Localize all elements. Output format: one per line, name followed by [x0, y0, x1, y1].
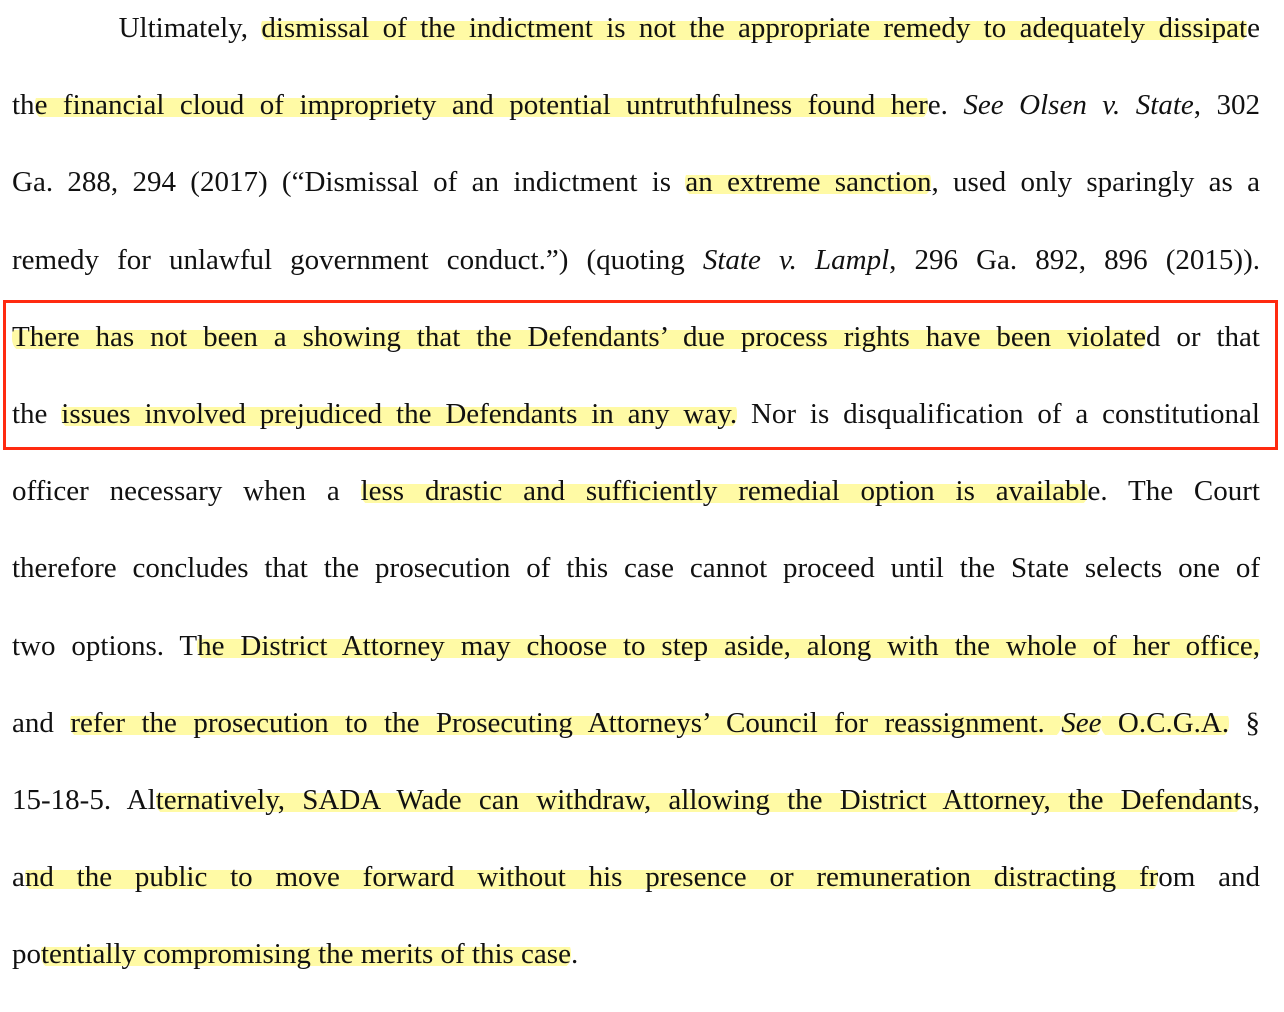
text-line [12, 857, 1260, 897]
highlighted-text: dismissal of the indictment is not the appropriate remedy to adequately dissipat [261, 12, 1248, 44]
text-segment: th [12, 89, 35, 122]
highlighted-text: an extreme sanction [685, 166, 932, 199]
text-segment: , 296 Ga. 892, 896 (2015)). [889, 243, 1260, 276]
highlighted-text: O.C.G.A. [1101, 706, 1230, 739]
text-line [12, 240, 1260, 280]
text-segment: e. [927, 89, 964, 122]
text-segment: the [12, 398, 62, 430]
highlighted-text: ternatively, SADA Wade can withdraw, allowing the District Attorney, the Defendant [155, 784, 1242, 816]
text-segment: e [1247, 12, 1260, 44]
highlighted-text: refer the prosecution to the Prosecuting Attorneys’ Council for reassignment. [70, 706, 1062, 739]
text-segment: Ultimately, [12, 12, 262, 44]
text-segment: e. The Court [1087, 475, 1260, 508]
text-segment: officer necessary when a [12, 475, 361, 508]
text-line [12, 162, 1260, 202]
highlighted-text: See [1061, 706, 1102, 739]
text-segment: om and [1158, 861, 1260, 894]
text-segment: d or that [1145, 320, 1260, 353]
text-line [12, 8, 1260, 48]
text-line [12, 780, 1260, 820]
text-segment: remedy for unlawful government conduct.”) (quoting [12, 243, 703, 276]
text-segment: po [12, 938, 41, 971]
text-segment: , used only sparingly as a [931, 166, 1261, 199]
text-segment: and [12, 706, 71, 739]
text-line [12, 85, 1260, 125]
text-segment: See Olsen v. State [963, 89, 1194, 122]
highlighted-text: he District Attorney may choose to step aside, along with the whole of her office, [197, 629, 1260, 662]
text-segment: State v. Lampl [702, 243, 890, 276]
text-segment: Nor is disqualification of a constitutional [737, 398, 1260, 430]
text-line [12, 317, 1260, 357]
highlighted-text: There has not been a showing that the Defendants’ due process rights have been violate [12, 320, 1146, 353]
highlighted-text: nd the public to move forward without his presence or remuneration distracting fr [24, 861, 1159, 894]
text-segment: a [12, 861, 25, 894]
text-segment: therefore concludes that the prosecution of this case cannot proceed until the State selects one of [12, 552, 1260, 585]
text-line [12, 703, 1260, 743]
text-segment: § [1229, 706, 1261, 739]
text-segment: s, [1241, 784, 1260, 816]
highlighted-text: e financial cloud of impropriety and potential untruthfulness found her [34, 89, 928, 122]
highlighted-text: issues involved prejudiced the Defendants in any way. [61, 398, 738, 430]
text-segment: . [570, 938, 579, 971]
text-segment: Ga. 288, 294 (2017) (“Dismissal of an indictment is [12, 166, 686, 199]
highlighted-text: tentially compromising the merits of this case [41, 938, 571, 971]
text-segment: , 302 [1193, 89, 1261, 122]
text-line [12, 471, 1260, 511]
text-segment: two options. T [12, 629, 198, 662]
highlighted-text: less drastic and sufficiently remedial option is availabl [360, 475, 1088, 508]
text-line [12, 394, 1260, 434]
text-line [12, 548, 1260, 588]
text-line [12, 626, 1260, 666]
text-segment: 15-18-5. Al [12, 784, 156, 816]
text-line [12, 934, 1260, 974]
